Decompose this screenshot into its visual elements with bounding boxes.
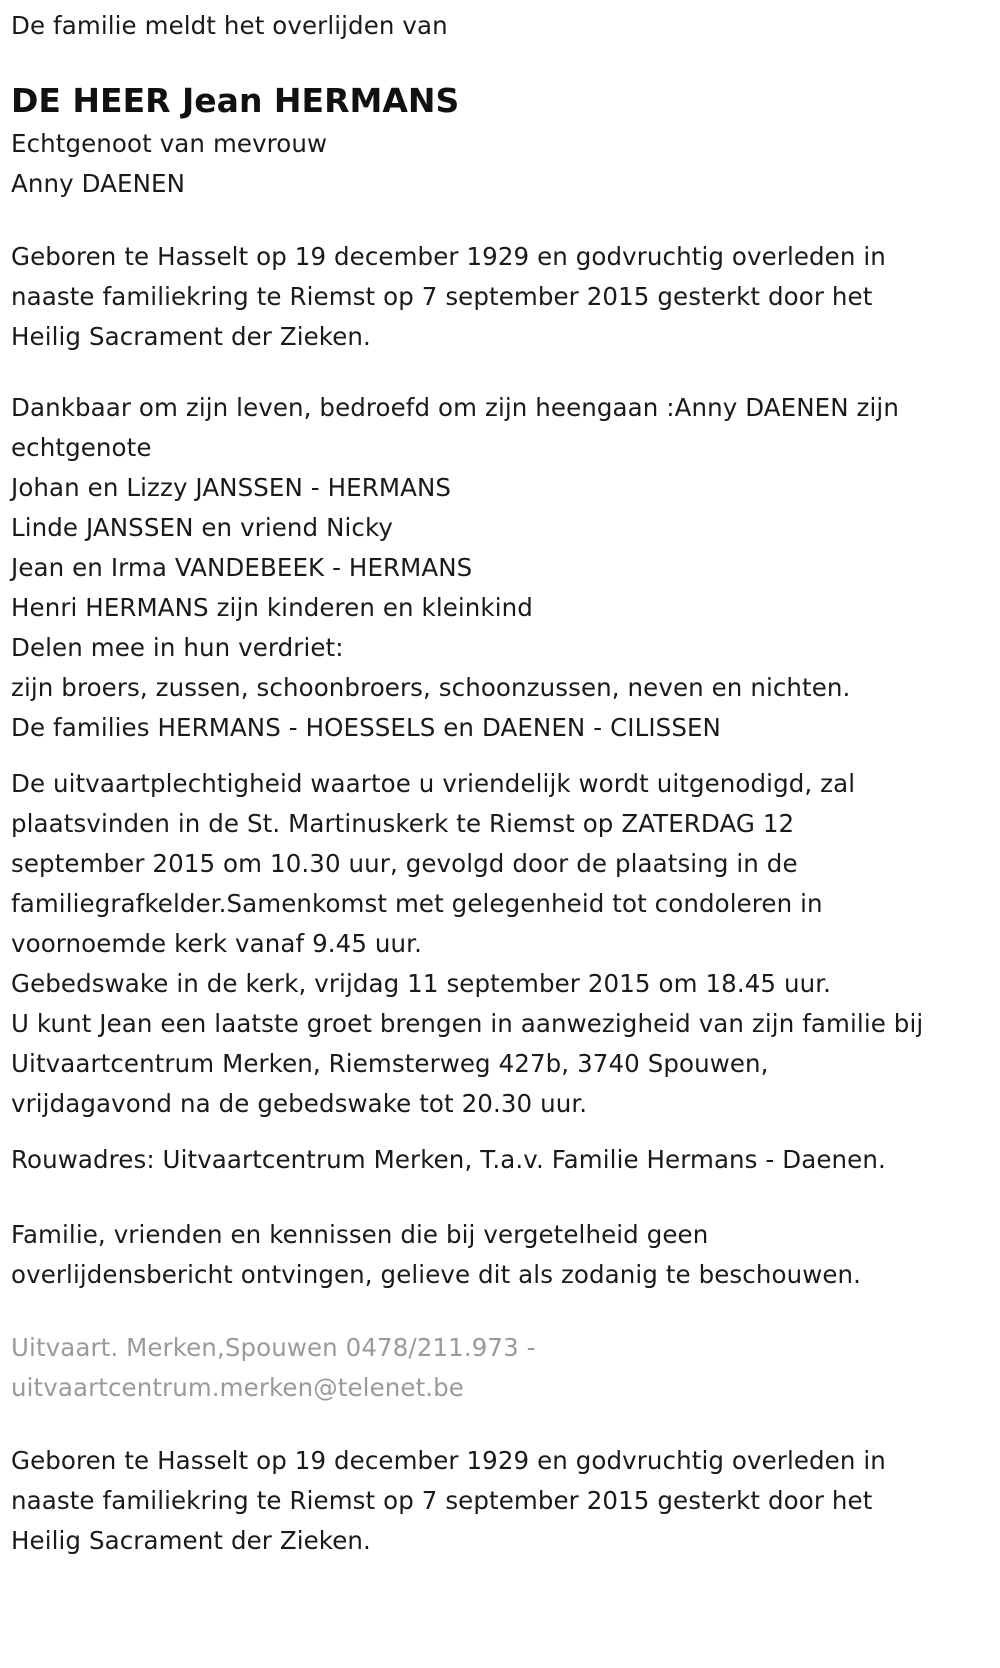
funeral-line: september 2015 om 10.30 uur, gevolgd door de plaatsing in de <box>11 849 798 878</box>
family-line: zijn broers, zussen, schoonbroers, schoonzussen, neven en nichten. <box>11 673 851 702</box>
contact-email: uitvaartcentrum.merken@telenet.be <box>11 1373 464 1402</box>
funeral-line: familiegrafkelder.Samenkomst met gelegenheid tot condoleren in <box>11 889 823 918</box>
family-line: echtgenote <box>11 433 152 462</box>
notice-block <box>11 1215 861 1295</box>
intro-text: De familie meldt het overlijden van <box>11 11 448 40</box>
birth-repeat-line: Heilig Sacrament der Zieken. <box>11 1526 371 1555</box>
spouse-line: Anny DAENEN <box>11 169 186 198</box>
spouse-block <box>11 124 327 204</box>
funeral-line: U kunt Jean een laatste groet brengen in aanwezigheid van zijn familie bij <box>11 1009 924 1038</box>
birth-repeat-block <box>11 1441 886 1561</box>
funeral-line: Gebedswake in de kerk, vrijdag 11 september 2015 om 18.45 uur. <box>11 969 832 998</box>
family-line: Henri HERMANS zijn kinderen en kleinkind <box>11 593 533 622</box>
birth-repeat-line: naaste familiekring te Riemst op 7 september 2015 gesterkt door het <box>11 1486 873 1515</box>
birth-line: Geboren te Hasselt op 19 december 1929 en godvruchtig overleden in <box>11 242 886 271</box>
spouse-line: Echtgenoot van mevrouw <box>11 129 328 158</box>
family-line: Delen mee in hun verdriet: <box>11 633 344 662</box>
contact-block <box>11 1328 536 1408</box>
funeral-line: De uitvaartplechtigheid waartoe u vriendelijk wordt uitgenodigd, zal <box>11 769 856 798</box>
family-line: Johan en Lizzy JANSSEN - HERMANS <box>11 473 452 502</box>
notice-line: overlijdensbericht ontvingen, gelieve dit als zodanig te beschouwen. <box>11 1260 862 1289</box>
birth-repeat-line: Geboren te Hasselt op 19 december 1929 en godvruchtig overleden in <box>11 1446 886 1475</box>
funeral-line: vrijdagavond na de gebedswake tot 20.30 uur. <box>11 1089 588 1118</box>
mourning-address: Rouwadres: Uitvaartcentrum Merken, T.a.v. Familie Hermans - Daenen. <box>11 1145 886 1174</box>
family-line: De families HERMANS - HOESSELS en DAENEN - CILISSEN <box>11 713 721 742</box>
birth-block <box>11 237 886 357</box>
birth-line: naaste familiekring te Riemst op 7 september 2015 gesterkt door het <box>11 282 873 311</box>
family-line: Dankbaar om zijn leven, bedroefd om zijn heengaan :Anny DAENEN zijn <box>11 393 899 422</box>
address-block <box>11 1140 886 1180</box>
family-line: Linde JANSSEN en vriend Nicky <box>11 513 394 542</box>
notice-line: Familie, vrienden en kennissen die bij vergetelheid geen <box>11 1220 709 1249</box>
funeral-line: voornoemde kerk vanaf 9.45 uur. <box>11 929 422 958</box>
funeral-block <box>11 764 923 1124</box>
deceased-name: DE HEER Jean HERMANS <box>11 81 460 120</box>
family-block <box>11 388 899 748</box>
birth-line: Heilig Sacrament der Zieken. <box>11 322 371 351</box>
funeral-line: Uitvaartcentrum Merken, Riemsterweg 427b, 3740 Spouwen, <box>11 1049 769 1078</box>
family-line: Jean en Irma VANDEBEEK - HERMANS <box>11 553 473 582</box>
contact-line: Uitvaart. Merken,Spouwen 0478/211.973 - <box>11 1333 536 1362</box>
funeral-line: plaatsvinden in de St. Martinuskerk te Riemst op ZATERDAG 12 <box>11 809 795 838</box>
